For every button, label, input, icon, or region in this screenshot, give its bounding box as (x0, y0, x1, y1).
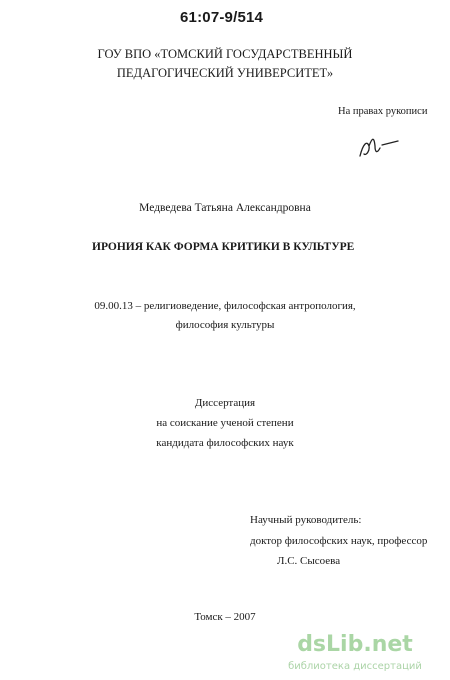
dissertation-title: ИРОНИЯ КАК ФОРМА КРИТИКИ В КУЛЬТУРЕ (92, 241, 355, 253)
specialty-line-2: философия культуры (175, 319, 275, 331)
archive-stamp: 61:07-9/514 (180, 9, 264, 26)
supervisor-name: Л.С. Сысоева (277, 555, 341, 567)
degree-field-line: кандидата философских наук (156, 437, 294, 449)
degree-line: на соискание ученой степени (156, 417, 294, 429)
handwritten-signature (354, 132, 404, 162)
rights-note: На правах рукописи (338, 106, 428, 117)
supervisor-degree: доктор философских наук, профессор (250, 535, 428, 547)
dslib-subtitle: библиотека диссертаций (288, 661, 422, 672)
supervisor-label: Научный руководитель: (250, 514, 362, 526)
author-name: Медведева Татьяна Александровна (139, 202, 311, 214)
organization-line-2: ПЕДАГОГИЧЕСКИЙ УНИВЕРСИТЕТ» (116, 66, 334, 80)
specialty-line-1: 09.00.13 – религиоведение, философская антропология, (94, 300, 356, 312)
organization-line-1: ГОУ ВПО «ТОМСКИЙ ГОСУДАРСТВЕННЫЙ (97, 47, 353, 61)
city-year: Томск – 2007 (194, 611, 256, 623)
dslib-logo: dsLib.net (297, 632, 413, 657)
dissertation-type: Диссертация (194, 397, 256, 409)
dslib-watermark (266, 630, 444, 674)
